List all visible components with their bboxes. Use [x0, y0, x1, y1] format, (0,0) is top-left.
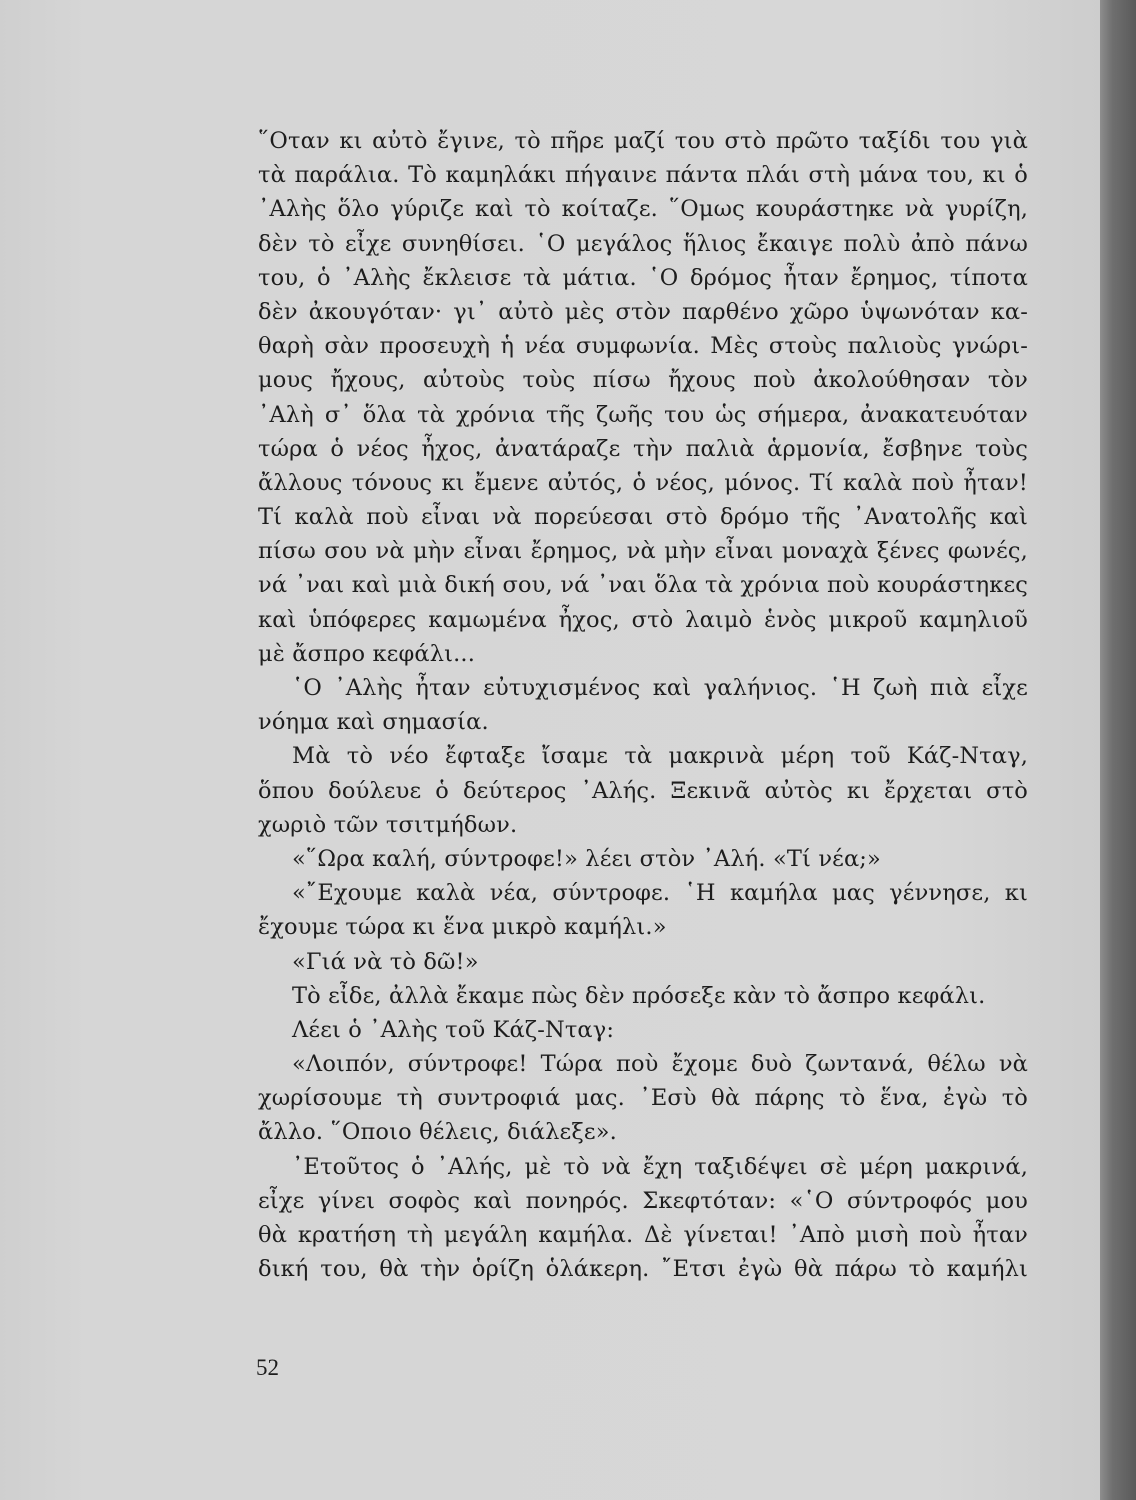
- text-line: ὅπου δούλευε ὁ δεύτερος ᾿Αλής. Ξεκινᾶ αὐτὸς κι ἔρχεται στὸ: [258, 777, 1028, 804]
- text-line: εἶχε γίνει σοφὸς καὶ πονηρός. Σκεφτόταν: «῾Ο σύντροφός μου: [258, 1187, 1028, 1214]
- text-line: ἄλλους τόνους κι ἔμενε αὐτός, ὁ νέος, μόνος. Τί καλὰ ποὺ ἦταν!: [258, 469, 1028, 496]
- text-line: πίσω σου νὰ μὴν εἶναι ἔρημος, νὰ μὴν εἶναι μοναχὰ ξένες φωνές,: [258, 538, 1028, 565]
- text-line: ἔχουμε τώρα κι ἕνα μικρὸ καμήλι.»: [258, 914, 667, 941]
- text-line: χωριὸ τῶν τσιτμήδων.: [258, 811, 518, 838]
- text-line: τώρα ὁ νέος ἦχος, ἀνατάραζε τὴν παλιὰ ἁρμονία, ἔσβηνε τοὺς: [258, 435, 1028, 462]
- text-line: Τὸ εἶδε, ἀλλὰ ἔκαμε πὼς δὲν πρόσεξε κὰν τὸ ἄσπρο κεφάλι.: [292, 982, 986, 1009]
- text-line: ἄλλο. ῞Οποιο θέλεις, διάλεξε».: [258, 1119, 617, 1146]
- text-line: μὲ ἄσπρο κεφάλι...: [258, 640, 476, 667]
- text-line: «Λοιπόν, σύντροφε! Τώρα ποὺ ἔχομε δυὸ ζωντανά, θέλω νὰ: [292, 1051, 1028, 1078]
- text-line: Λέει ὁ ᾿Αλὴς τοῦ Κάζ-Νταγ:: [292, 1016, 615, 1043]
- text-line: δὲν ἀκουγόταν· γι᾿ αὐτὸ μὲς στὸν παρθένο χῶρο ὑψωνόταν κα-: [258, 298, 1028, 325]
- text-line: μους ἤχους, αὐτοὺς τοὺς πίσω ἤχους ποὺ ἀκολούθησαν τὸν: [258, 367, 1028, 394]
- text-line: του, ὁ ᾿Αλὴς ἔκλεισε τὰ μάτια. ῾Ο δρόμος ἦταν ἔρημος, τίποτα: [258, 264, 1028, 291]
- page-number: 52: [256, 1355, 279, 1380]
- page-edge-shadow: [1100, 0, 1136, 1500]
- text-line: χωρίσουμε τὴ συντροφιά μας. ᾿Εσὺ θὰ πάρης τὸ ἕνα, ἐγὼ τὸ: [258, 1085, 1028, 1112]
- text-line: καὶ ὑπόφερες καμωμένα ἦχος, στὸ λαιμὸ ἑνὸς μικροῦ καμηλιοῦ: [258, 606, 1028, 633]
- text-line: ᾿Αλὴς ὅλο γύριζε καὶ τὸ κοίταζε. ῞Ομως κουράστηκε νὰ γυρίζη,: [258, 196, 1028, 223]
- text-line: θαρὴ σὰν προσευχὴ ἡ νέα συμφωνία. Μὲς στοὺς παλιοὺς γνώρι-: [258, 333, 1028, 360]
- text-line: τὰ παράλια. Τὸ καμηλάκι πήγαινε πάντα πλάι στὴ μάνα του, κι ὁ: [258, 162, 1028, 189]
- text-line: δὲν τὸ εἶχε συνηθίσει. ῾Ο μεγάλος ἥλιος ἔκαιγε πολὺ ἀπὸ πάνω: [258, 230, 1028, 257]
- text-line: «Γιά νὰ τὸ δῶ!»: [292, 948, 479, 975]
- text-line: θὰ κρατήση τὴ μεγάλη καμήλα. Δὲ γίνεται! ᾿Απὸ μισὴ ποὺ ἦταν: [258, 1222, 1028, 1248]
- text-line: ῾Ο ᾿Αλὴς ἦταν εὐτυχισμένος καὶ γαλήνιος. ῾Η ζωὴ πιὰ εἶχε: [292, 675, 1028, 701]
- text-line: «῎Εχουμε καλὰ νέα, σύντροφε. ῾Η καμήλα μας γέννησε, κι: [292, 880, 1028, 907]
- text-line: ᾿Αλὴ σ᾿ ὅλα τὰ χρόνια τῆς ζωῆς του ὡς σήμερα, ἀνακατευόταν: [258, 401, 1028, 428]
- text-line: ᾿Ετοῦτος ὁ ᾿Αλής, μὲ τὸ νὰ ἔχη ταξιδέψει σὲ μέρη μακρινά,: [292, 1153, 1028, 1180]
- text-line: δική του, θὰ τὴν ὁρίζη ὁλάκερη. ῎Ετσι ἐγὼ θὰ πάρω τὸ καμήλι: [258, 1256, 1028, 1283]
- text-line: ῞Οταν κι αὐτὸ ἔγινε, τὸ πῆρε μαζί του στὸ πρῶτο ταξίδι του γιὰ: [258, 128, 1028, 154]
- body-text: [258, 124, 1028, 1286]
- text-line: «῞Ωρα καλή, σύντροφε!» λέει στὸν ᾿Αλή. «Τί νέα;»: [292, 845, 881, 872]
- text-line: νά ᾿ναι καὶ μιὰ δική σου, νά ᾿ναι ὅλα τὰ χρόνια ποὺ κουράστηκες: [258, 572, 1028, 599]
- text-line: νόημα καὶ σημασία.: [258, 709, 489, 736]
- text-line: Μὰ τὸ νέο ἔφταξε ἴσαμε τὰ μακρινὰ μέρη τοῦ Κάζ-Νταγ,: [292, 743, 1028, 770]
- text-line: Τί καλὰ ποὺ εἶναι νὰ πορεύεσαι στὸ δρόμο τῆς ᾿Ανατολῆς καὶ: [258, 504, 1028, 531]
